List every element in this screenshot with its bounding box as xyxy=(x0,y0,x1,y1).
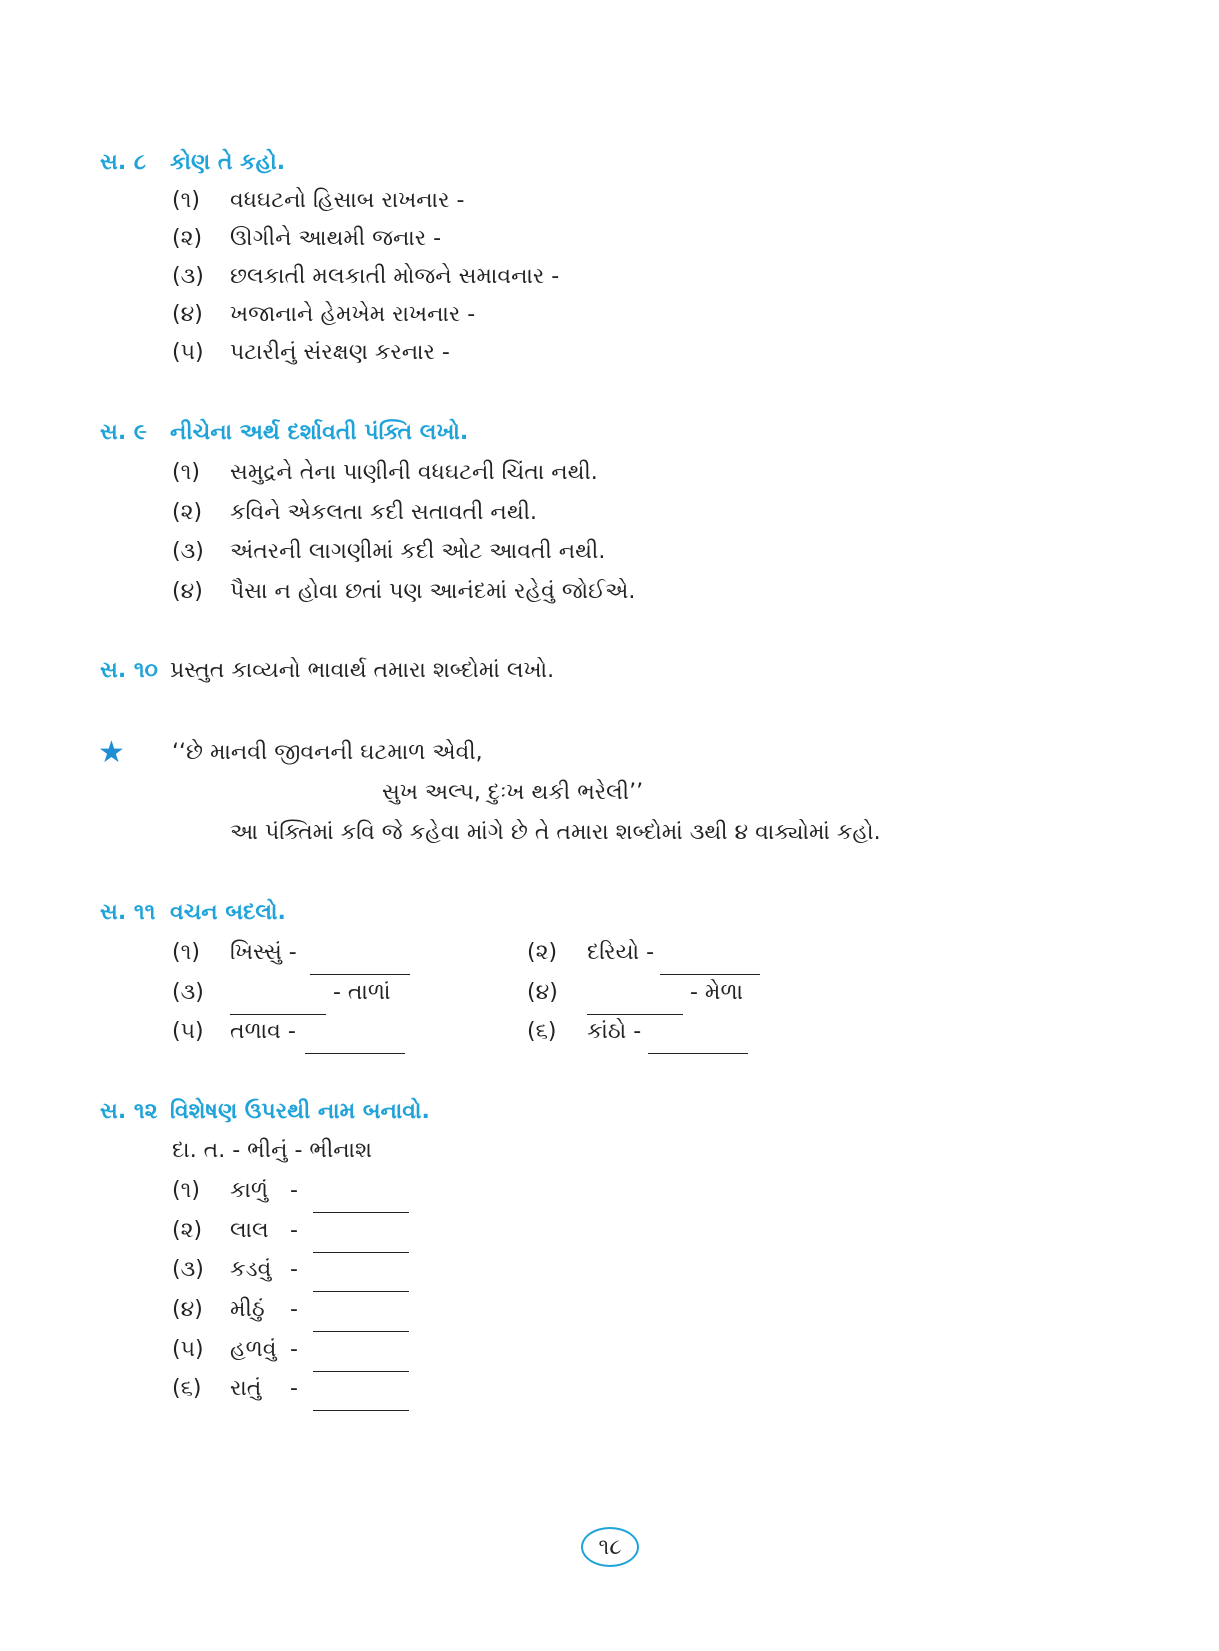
q11-item-1-blank[interactable] xyxy=(310,958,410,980)
question-12-number: સ. ૧૨ xyxy=(100,1099,158,1124)
q11-item-3-text: - તાળાં xyxy=(333,980,391,1005)
q8-item-3-text: છલકાતી મલકાતી મોજને સમાવનાર - xyxy=(230,264,560,289)
question-8-title: કોણ તે કહો. xyxy=(170,150,286,175)
q12-item-1-blank[interactable] xyxy=(313,1196,409,1218)
q11-item-2-text: દરિયો - xyxy=(587,940,655,965)
star-icon: ★ xyxy=(98,735,125,770)
question-10-number: સ. ૧૦ xyxy=(100,658,158,683)
q11-item-6-number: (૬) xyxy=(527,1019,557,1044)
q8-item-4-text: ખજાનાને હેમખેમ રાખનાર - xyxy=(230,302,476,327)
q9-item-2-text: કવિને એકલતા કદી સતાવતી નથી. xyxy=(230,500,537,525)
q12-item-1-text: કાળું xyxy=(230,1178,269,1203)
page-number: ૧૮ xyxy=(581,1527,639,1567)
q12-item-1-number: (૧) xyxy=(172,1178,200,1203)
q11-item-2-blank[interactable] xyxy=(660,958,760,980)
q12-item-4-text: મીઠું xyxy=(230,1297,265,1322)
q11-item-4-blank[interactable] xyxy=(587,998,683,1020)
q11-item-5-text: તળાવ - xyxy=(230,1019,296,1044)
q8-item-3-number: (૩) xyxy=(172,264,204,289)
question-9-title: નીચેના અર્થ દર્શાવતી પંક્તિ લખો. xyxy=(170,420,469,445)
q11-item-6-text: કાંઠો - xyxy=(587,1019,642,1044)
q9-item-2-number: (૨) xyxy=(172,500,203,525)
q11-item-4-text: - મેળા xyxy=(690,980,744,1005)
q12-item-3-blank[interactable] xyxy=(313,1275,409,1297)
q12-item-5-number: (૫) xyxy=(172,1337,204,1362)
quote-line-2: સુખ અલ્પ, દુઃખ થકી ભરેલી’’ xyxy=(382,780,644,805)
q12-item-1-dash: - xyxy=(290,1178,298,1203)
q12-example: દા. ત. - ભીનું - ભીનાશ xyxy=(172,1138,373,1163)
q11-item-1-number: (૧) xyxy=(172,940,200,965)
q9-item-1-text: સમુદ્રને તેના પાણીની વધઘટની ચિંતા નથી. xyxy=(230,460,598,485)
q12-item-2-text: લાલ xyxy=(230,1218,269,1243)
q11-item-3-number: (૩) xyxy=(172,980,204,1005)
q12-item-5-text: હળવું xyxy=(230,1337,277,1362)
q8-item-5-number: (૫) xyxy=(172,340,204,365)
question-12-title: વિશેષણ ઉપરથી નામ બનાવો. xyxy=(170,1099,430,1124)
q11-item-6-blank[interactable] xyxy=(648,1037,748,1059)
q11-item-1-text: ખિસ્સું - xyxy=(230,940,297,965)
q11-item-5-blank[interactable] xyxy=(305,1037,405,1059)
quote-line-1: ‘‘છે માનવી જીવનની ઘટમાળ એવી, xyxy=(172,740,483,765)
q12-item-2-dash: - xyxy=(290,1218,298,1243)
q9-item-3-number: (૩) xyxy=(172,539,204,564)
q8-item-4-number: (૪) xyxy=(172,302,203,327)
q12-item-4-number: (૪) xyxy=(172,1297,203,1322)
question-11-number: સ. ૧૧ xyxy=(100,900,156,925)
star-question-text: આ પંક્તિમાં કવિ જે કહેવા માંગે છે તે તમારા શબ્દોમાં ૩થી ૪ વાક્યોમાં કહો. xyxy=(230,820,881,845)
q12-item-3-text: કડવું xyxy=(230,1257,272,1282)
q11-item-5-number: (૫) xyxy=(172,1019,204,1044)
q12-item-3-dash: - xyxy=(290,1257,298,1282)
q9-item-4-text: પૈસા ન હોવા છતાં પણ આનંદમાં રહેવું જોઈએ. xyxy=(230,579,636,604)
q12-item-6-number: (૬) xyxy=(172,1376,202,1401)
q12-item-6-text: રાતું xyxy=(230,1376,262,1401)
q9-item-4-number: (૪) xyxy=(172,579,203,604)
q9-item-3-text: અંતરની લાગણીમાં કદી ઓટ આવતી નથી. xyxy=(230,539,606,564)
q8-item-1-text: વધઘટનો હિસાબ રાખનાર - xyxy=(230,188,465,213)
q8-item-1-number: (૧) xyxy=(172,188,200,213)
question-11-title: વચન બદલો. xyxy=(170,900,286,925)
q9-item-1-number: (૧) xyxy=(172,460,200,485)
q12-item-6-blank[interactable] xyxy=(313,1394,409,1416)
q11-item-2-number: (૨) xyxy=(527,940,558,965)
q12-item-5-dash: - xyxy=(290,1337,298,1362)
q8-item-5-text: પટારીનું સંરક્ષણ કરનાર - xyxy=(230,340,450,365)
question-10-text: પ્રસ્તુત કાવ્યનો ભાવાર્થ તમારા શબ્દોમાં લખો. xyxy=(170,658,555,683)
q8-item-2-number: (૨) xyxy=(172,226,203,251)
q11-item-4-number: (૪) xyxy=(527,980,558,1005)
q12-item-6-dash: - xyxy=(290,1376,298,1401)
q11-item-3-blank[interactable] xyxy=(230,998,326,1020)
question-8-number: સ. ૮ xyxy=(100,150,146,175)
q12-item-4-blank[interactable] xyxy=(313,1315,409,1337)
q12-item-5-blank[interactable] xyxy=(313,1355,409,1377)
q12-item-2-blank[interactable] xyxy=(313,1236,409,1258)
q12-item-3-number: (૩) xyxy=(172,1257,204,1282)
q8-item-2-text: ઊગીને આથમી જનાર - xyxy=(230,226,442,251)
question-9-number: સ. ૯ xyxy=(100,420,147,445)
q12-item-2-number: (૨) xyxy=(172,1218,203,1243)
q12-item-4-dash: - xyxy=(290,1297,298,1322)
